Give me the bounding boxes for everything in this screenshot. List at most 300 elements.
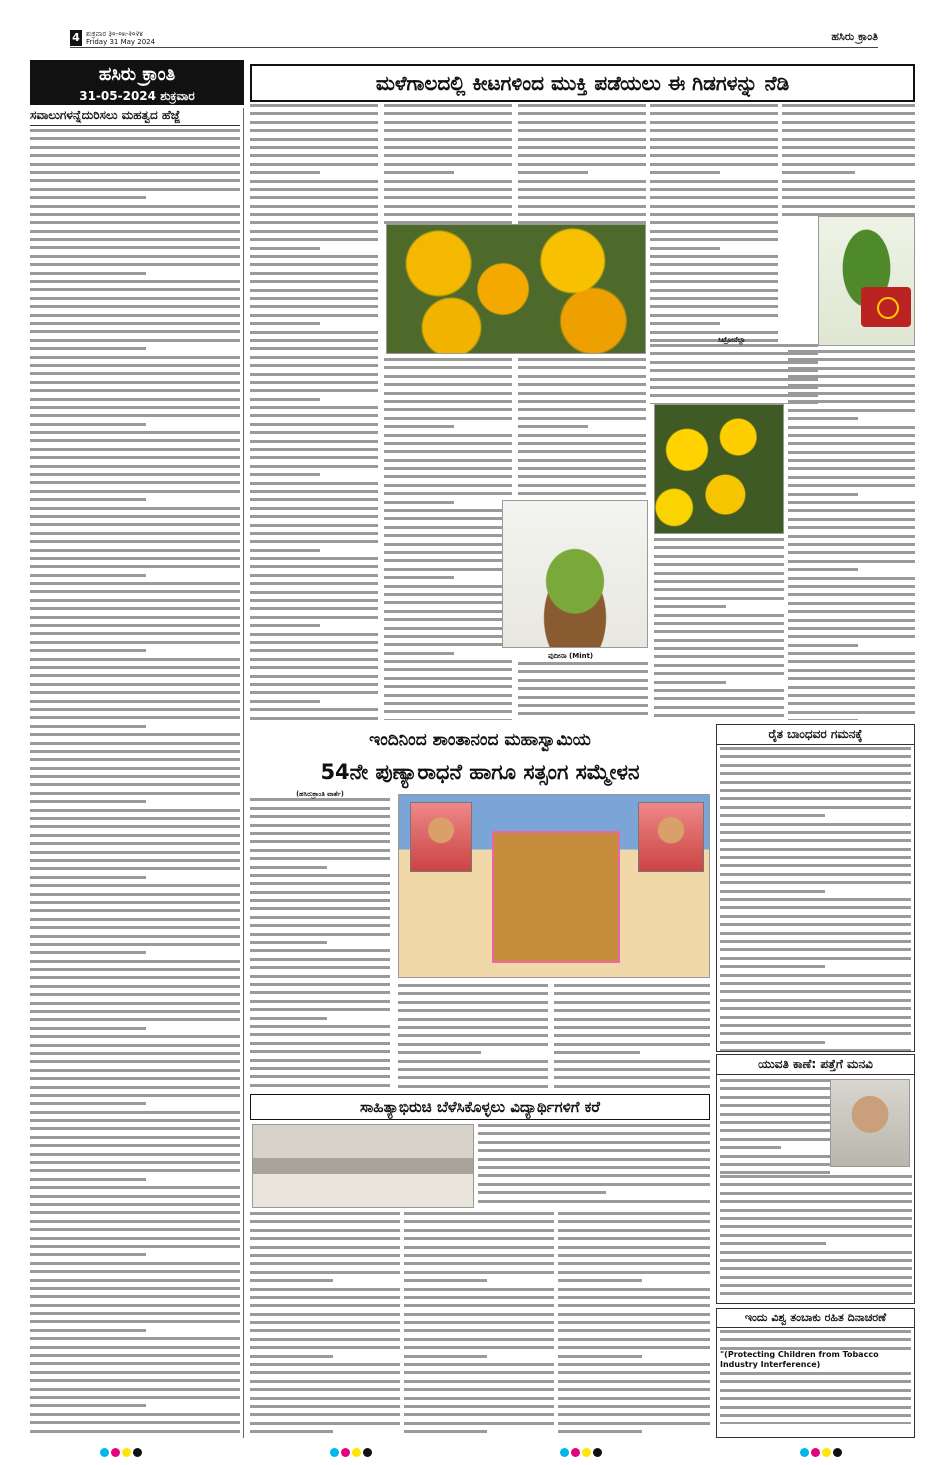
- text-line-placeholder: [30, 129, 240, 132]
- story-b-body: [250, 790, 710, 1090]
- text-line-placeholder: [518, 467, 646, 470]
- text-line-placeholder: [404, 1430, 487, 1433]
- text-line-placeholder: [654, 681, 726, 684]
- text-line-placeholder: [518, 484, 646, 487]
- text-line-placeholder: [250, 515, 378, 518]
- text-line-placeholder: [384, 509, 512, 512]
- text-line-placeholder: [250, 1288, 400, 1291]
- text-line-placeholder: [30, 1362, 240, 1365]
- text-line-placeholder: [30, 1169, 240, 1172]
- text-line-placeholder: [788, 526, 915, 529]
- text-line-placeholder: [250, 1355, 333, 1358]
- text-line-placeholder: [250, 1313, 400, 1316]
- text-line-placeholder: [720, 747, 911, 750]
- main-story-col-3-top: [518, 104, 646, 224]
- reg-dot-magenta: [811, 1448, 820, 1457]
- left-column: [30, 108, 244, 1438]
- text-line-placeholder: [250, 1397, 400, 1400]
- text-line-placeholder: [30, 893, 240, 896]
- text-line-placeholder: [720, 1024, 911, 1027]
- text-line-placeholder: [250, 874, 390, 877]
- text-line-placeholder: [788, 400, 915, 403]
- main-story: [250, 104, 915, 720]
- text-line-placeholder: [720, 864, 911, 867]
- text-line-placeholder: [398, 1085, 548, 1088]
- story-b-headline-line-2: 54ನೇ ಪುಣ್ಯಾರಾಧನೆ ಹಾಗೂ ಸತ್ಸಂಗ ಸಮ್ಮೇಳನ: [320, 760, 640, 784]
- text-line-placeholder: [720, 781, 911, 784]
- text-line-placeholder: [554, 1060, 710, 1063]
- mint-caption: ಪುದೀನಾ (Mint): [548, 652, 594, 660]
- text-line-placeholder: [30, 876, 146, 879]
- text-line-placeholder: [250, 582, 378, 585]
- text-line-placeholder: [250, 213, 378, 216]
- text-line-placeholder: [30, 632, 240, 635]
- text-line-placeholder: [384, 442, 512, 445]
- reg-dot-cyan: [560, 1448, 569, 1457]
- text-line-placeholder: [30, 733, 240, 736]
- text-line-placeholder: [518, 425, 588, 428]
- text-line-placeholder: [654, 639, 784, 642]
- text-line-placeholder: [30, 272, 146, 275]
- text-line-placeholder: [720, 1414, 911, 1417]
- text-line-placeholder: [788, 669, 915, 672]
- text-line-placeholder: [788, 375, 915, 378]
- text-line-placeholder: [30, 909, 240, 912]
- text-line-placeholder: [404, 1405, 554, 1408]
- text-line-placeholder: [250, 272, 378, 275]
- text-line-placeholder: [250, 314, 378, 317]
- text-line-placeholder: [782, 129, 915, 132]
- text-line-placeholder: [518, 121, 646, 124]
- text-line-placeholder: [720, 1406, 911, 1409]
- text-line-placeholder: [720, 831, 911, 834]
- text-line-placeholder: [384, 559, 512, 562]
- text-line-placeholder: [558, 1329, 710, 1332]
- text-line-placeholder: [30, 842, 240, 845]
- text-line-placeholder: [384, 171, 454, 174]
- text-line-placeholder: [720, 881, 911, 884]
- text-line-placeholder: [30, 490, 240, 493]
- text-line-placeholder: [720, 1276, 912, 1279]
- text-line-placeholder: [30, 851, 240, 854]
- text-line-placeholder: [384, 668, 512, 671]
- text-line-placeholder: [30, 1287, 240, 1290]
- story-b-headline: [250, 724, 710, 788]
- text-line-placeholder: [558, 1338, 710, 1341]
- text-line-placeholder: [30, 1018, 240, 1021]
- text-line-placeholder: [650, 247, 720, 250]
- text-line-placeholder: [398, 1001, 548, 1004]
- text-line-placeholder: [250, 138, 378, 141]
- text-line-placeholder: [30, 1270, 240, 1273]
- text-line-placeholder: [384, 188, 512, 191]
- text-line-placeholder: [404, 1313, 554, 1316]
- tobacco-day-text-b: [717, 1370, 914, 1424]
- text-line-placeholder: [404, 1254, 554, 1257]
- text-line-placeholder: [650, 154, 778, 157]
- masthead: [30, 60, 244, 105]
- text-line-placeholder: [384, 710, 512, 713]
- story-c-col-3: [558, 1212, 710, 1438]
- text-line-placeholder: [30, 1035, 240, 1038]
- text-line-placeholder: [30, 976, 240, 979]
- text-line-placeholder: [788, 367, 915, 370]
- text-line-placeholder: [250, 849, 390, 852]
- text-line-placeholder: [478, 1166, 710, 1169]
- text-line-placeholder: [250, 857, 390, 860]
- text-line-placeholder: [30, 1144, 240, 1147]
- text-line-placeholder: [782, 188, 915, 191]
- text-line-placeholder: [788, 644, 858, 647]
- main-story-col-5-top: [782, 104, 915, 216]
- text-line-placeholder: [250, 414, 378, 417]
- text-line-placeholder: [518, 459, 646, 462]
- text-line-placeholder: [384, 205, 512, 208]
- text-line-placeholder: [30, 691, 240, 694]
- text-line-placeholder: [250, 1000, 390, 1003]
- text-line-placeholder: [30, 1119, 240, 1122]
- text-line-placeholder: [788, 568, 858, 571]
- text-line-placeholder: [788, 484, 915, 487]
- text-line-placeholder: [250, 205, 378, 208]
- text-line-placeholder: [650, 322, 720, 325]
- text-line-placeholder: [720, 1087, 830, 1090]
- text-line-placeholder: [250, 221, 378, 224]
- text-line-placeholder: [558, 1229, 710, 1232]
- text-line-placeholder: [30, 448, 240, 451]
- tobacco-day-english: "(Protecting Children from Tobacco Industry Interference): [720, 1350, 879, 1369]
- text-line-placeholder: [518, 366, 646, 369]
- text-line-placeholder: [788, 619, 915, 622]
- text-line-placeholder: [518, 213, 646, 216]
- text-line-placeholder: [788, 358, 915, 361]
- text-line-placeholder: [518, 670, 648, 673]
- tobacco-day-text-a: [717, 1328, 914, 1350]
- text-line-placeholder: [250, 238, 378, 241]
- text-line-placeholder: [558, 1313, 710, 1316]
- text-line-placeholder: [478, 1174, 710, 1177]
- text-line-placeholder: [788, 476, 915, 479]
- text-line-placeholder: [788, 635, 915, 638]
- text-line-placeholder: [30, 196, 146, 199]
- text-line-placeholder: [720, 806, 911, 809]
- text-line-placeholder: [554, 1068, 710, 1071]
- text-line-placeholder: [720, 982, 911, 985]
- text-line-placeholder: [788, 577, 915, 580]
- main-story-col-2-top: [384, 104, 512, 224]
- text-line-placeholder: [720, 965, 825, 968]
- reg-dot-cyan: [800, 1448, 809, 1457]
- text-line-placeholder: [250, 591, 378, 594]
- text-line-placeholder: [30, 146, 240, 149]
- tulsi-plant-image: [818, 216, 915, 346]
- text-line-placeholder: [250, 112, 378, 115]
- text-line-placeholder: [250, 1371, 400, 1374]
- text-line-placeholder: [518, 196, 646, 199]
- reg-dot-magenta: [341, 1448, 350, 1457]
- text-line-placeholder: [384, 610, 512, 613]
- text-line-placeholder: [250, 1346, 400, 1349]
- text-line-placeholder: [250, 1229, 400, 1232]
- text-line-placeholder: [404, 1279, 487, 1282]
- text-line-placeholder: [250, 966, 390, 969]
- text-line-placeholder: [554, 1009, 710, 1012]
- text-line-placeholder: [384, 526, 512, 529]
- text-line-placeholder: [250, 1059, 390, 1062]
- text-line-placeholder: [404, 1271, 554, 1274]
- text-line-placeholder: [250, 549, 320, 552]
- text-line-placeholder: [30, 414, 240, 417]
- text-line-placeholder: [30, 993, 240, 996]
- text-line-placeholder: [250, 532, 378, 535]
- missing-woman-box: [716, 1054, 915, 1304]
- text-line-placeholder: [782, 104, 915, 107]
- text-line-placeholder: [384, 434, 512, 437]
- text-line-placeholder: [720, 1049, 911, 1052]
- text-line-placeholder: [30, 1153, 240, 1156]
- text-line-placeholder: [250, 798, 390, 801]
- swamiji-portrait-right: [638, 802, 704, 872]
- text-line-placeholder: [30, 943, 240, 946]
- reg-dot-black: [833, 1448, 842, 1457]
- text-line-placeholder: [250, 958, 390, 961]
- text-line-placeholder: [30, 188, 240, 191]
- header-date-kannada: ಶುಕ್ರವಾರ ३०-०೫-२०२४: [86, 30, 143, 38]
- text-line-placeholder: [654, 655, 784, 658]
- text-line-placeholder: [558, 1388, 710, 1391]
- text-line-placeholder: [720, 1234, 912, 1237]
- text-line-placeholder: [250, 1430, 333, 1433]
- text-line-placeholder: [720, 932, 911, 935]
- text-line-placeholder: [398, 1076, 548, 1079]
- text-line-placeholder: [250, 975, 390, 978]
- text-line-placeholder: [554, 1051, 640, 1054]
- text-line-placeholder: [398, 992, 548, 995]
- text-line-placeholder: [250, 1067, 390, 1070]
- text-line-placeholder: [250, 171, 320, 174]
- text-line-placeholder: [398, 1026, 548, 1029]
- story-c-headline: ಸಾಹಿತ್ಯಾಭಿರುಚಿ ಬೆಳೆಸಿಕೊಳ್ಳಲು ವಿದ್ಯಾರ್ಥಿಗಳಿಗೆ ಕರೆ: [250, 1094, 710, 1120]
- text-line-placeholder: [654, 714, 784, 717]
- reg-dot-magenta: [111, 1448, 120, 1457]
- text-line-placeholder: [30, 666, 240, 669]
- text-line-placeholder: [30, 154, 240, 157]
- text-line-placeholder: [30, 1237, 240, 1240]
- text-line-placeholder: [650, 213, 778, 216]
- text-line-placeholder: [30, 238, 240, 241]
- text-line-placeholder: [30, 406, 240, 409]
- text-line-placeholder: [558, 1212, 710, 1215]
- text-line-placeholder: [30, 465, 240, 468]
- reg-dot-magenta: [571, 1448, 580, 1457]
- text-line-placeholder: [30, 322, 240, 325]
- text-line-placeholder: [30, 985, 240, 988]
- text-line-placeholder: [250, 473, 320, 476]
- text-line-placeholder: [30, 356, 240, 359]
- text-line-placeholder: [478, 1200, 710, 1203]
- text-line-placeholder: [250, 498, 378, 501]
- text-line-placeholder: [30, 1388, 240, 1391]
- text-line-placeholder: [720, 755, 911, 758]
- text-line-placeholder: [250, 490, 378, 493]
- text-line-placeholder: [720, 1171, 830, 1174]
- text-line-placeholder: [30, 867, 240, 870]
- text-line-placeholder: [720, 1121, 830, 1124]
- text-line-placeholder: [518, 475, 646, 478]
- text-line-placeholder: [30, 700, 240, 703]
- text-line-placeholder: [650, 205, 778, 208]
- text-line-placeholder: [518, 450, 646, 453]
- text-line-placeholder: [30, 1102, 146, 1105]
- text-line-placeholder: [30, 1379, 240, 1382]
- text-line-placeholder: [398, 1060, 548, 1063]
- text-line-placeholder: [478, 1183, 710, 1186]
- text-line-placeholder: [558, 1321, 710, 1324]
- text-line-placeholder: [250, 339, 378, 342]
- text-line-placeholder: [250, 373, 378, 376]
- text-line-placeholder: [788, 409, 915, 412]
- text-line-placeholder: [30, 1396, 240, 1399]
- text-line-placeholder: [384, 138, 512, 141]
- text-line-placeholder: [30, 825, 240, 828]
- text-line-placeholder: [384, 392, 512, 395]
- text-line-placeholder: [250, 524, 378, 527]
- text-line-placeholder: [30, 255, 240, 258]
- missing-woman-title: ಯುವತಿ ಕಾಣೆ: ಪತ್ತೆಗೆ ಮನವಿ: [717, 1055, 914, 1075]
- text-line-placeholder: [30, 205, 240, 208]
- text-line-placeholder: [250, 840, 390, 843]
- text-line-placeholder: [250, 188, 378, 191]
- text-line-placeholder: [788, 551, 915, 554]
- text-line-placeholder: [30, 456, 240, 459]
- tobacco-day-title: ಇಂದು ವಿಶ್ವ ತಂಬಾಕು ರಹಿತ ದಿನಾಚರಣೆ: [717, 1309, 914, 1328]
- story-b-col-1-text: [250, 798, 390, 1090]
- text-line-placeholder: [404, 1355, 487, 1358]
- text-line-placeholder: [30, 1354, 240, 1357]
- text-line-placeholder: [384, 475, 512, 478]
- text-line-placeholder: [654, 597, 784, 600]
- text-line-placeholder: [30, 540, 240, 543]
- text-line-placeholder: [404, 1346, 554, 1349]
- text-line-placeholder: [720, 1372, 911, 1375]
- text-line-placeholder: [720, 957, 911, 960]
- text-line-placeholder: [250, 924, 390, 927]
- text-line-placeholder: [518, 138, 646, 141]
- story-b-col-1: [250, 790, 390, 1090]
- text-line-placeholder: [654, 546, 784, 549]
- text-line-placeholder: [30, 817, 240, 820]
- reg-dot-cyan: [330, 1448, 339, 1457]
- reg-dot-yellow: [822, 1448, 831, 1457]
- text-line-placeholder: [250, 1405, 400, 1408]
- text-line-placeholder: [720, 1175, 912, 1178]
- text-line-placeholder: [654, 605, 726, 608]
- reg-dot-yellow: [122, 1448, 131, 1457]
- header-date: [86, 30, 155, 46]
- text-line-placeholder: [250, 565, 378, 568]
- text-line-placeholder: [554, 992, 710, 995]
- text-line-placeholder: [720, 906, 911, 909]
- text-line-placeholder: [250, 832, 390, 835]
- text-line-placeholder: [720, 1041, 825, 1044]
- text-line-placeholder: [250, 1017, 327, 1020]
- text-line-placeholder: [404, 1246, 554, 1249]
- text-line-placeholder: [250, 807, 390, 810]
- text-line-placeholder: [250, 540, 378, 543]
- text-line-placeholder: [720, 1032, 911, 1035]
- text-line-placeholder: [720, 940, 911, 943]
- text-line-placeholder: [478, 1141, 710, 1144]
- text-line-placeholder: [782, 138, 915, 141]
- text-line-placeholder: [250, 263, 378, 266]
- text-line-placeholder: [30, 960, 240, 963]
- text-line-placeholder: [558, 1296, 710, 1299]
- text-line-placeholder: [30, 683, 240, 686]
- text-line-placeholder: [250, 1304, 400, 1307]
- text-line-placeholder: [384, 551, 512, 554]
- text-line-placeholder: [250, 154, 378, 157]
- text-line-placeholder: [478, 1191, 606, 1194]
- text-line-placeholder: [30, 1052, 240, 1055]
- text-line-placeholder: [250, 440, 378, 443]
- text-line-placeholder: [30, 599, 240, 602]
- text-line-placeholder: [384, 417, 512, 420]
- text-line-placeholder: [30, 783, 240, 786]
- text-line-placeholder: [250, 305, 378, 308]
- text-line-placeholder: [30, 775, 240, 778]
- text-line-placeholder: [782, 163, 915, 166]
- text-line-placeholder: [250, 347, 378, 350]
- text-line-placeholder: [30, 582, 240, 585]
- text-line-placeholder: [250, 163, 378, 166]
- text-line-placeholder: [30, 674, 240, 677]
- text-line-placeholder: [250, 1246, 400, 1249]
- text-line-placeholder: [250, 708, 378, 711]
- text-line-placeholder: [518, 417, 646, 420]
- farmers-notice-title: ರೈತ ಬಾಂಧವರ ಗಮನಕ್ಕೆ: [717, 725, 914, 745]
- text-line-placeholder: [384, 719, 512, 720]
- citronella-caption: ಸಿಟ್ರೋನೆಲ್ಲಾ: [718, 336, 746, 344]
- text-line-placeholder: [250, 599, 378, 602]
- farmers-notice-box: [716, 724, 915, 1052]
- mint-image: [502, 500, 648, 648]
- text-line-placeholder: [30, 498, 146, 501]
- text-line-placeholder: [384, 366, 512, 369]
- text-line-placeholder: [788, 652, 915, 655]
- text-line-placeholder: [30, 263, 240, 266]
- story-b-headline-line-1: ಇಂದಿನಿಂದ ಶಾಂತಾನಂದ ಮಹಾಸ್ವಾಮಿಯ: [369, 730, 591, 750]
- text-line-placeholder: [384, 358, 512, 361]
- text-line-placeholder: [788, 434, 915, 437]
- text-line-placeholder: [250, 121, 378, 124]
- text-line-placeholder: [30, 213, 240, 216]
- text-line-placeholder: [250, 949, 390, 952]
- text-line-placeholder: [650, 305, 778, 308]
- text-line-placeholder: [30, 431, 240, 434]
- text-line-placeholder: [30, 800, 146, 803]
- text-line-placeholder: [554, 1043, 710, 1046]
- masthead-date: 31-05-2024 ಶುಕ್ರವಾರ: [79, 89, 195, 103]
- text-line-placeholder: [30, 1346, 240, 1349]
- text-line-placeholder: [250, 941, 327, 944]
- text-line-placeholder: [250, 356, 378, 359]
- left-story-headline: ಸವಾಲುಗಳನ್ನೆದುರಿಸಲು ಮಹತ್ವದ ಹೆಜ್ಜೆ: [30, 108, 240, 126]
- text-line-placeholder: [558, 1346, 710, 1349]
- text-line-placeholder: [788, 509, 915, 512]
- text-line-placeholder: [384, 163, 512, 166]
- text-line-placeholder: [720, 999, 911, 1002]
- text-line-placeholder: [650, 188, 778, 191]
